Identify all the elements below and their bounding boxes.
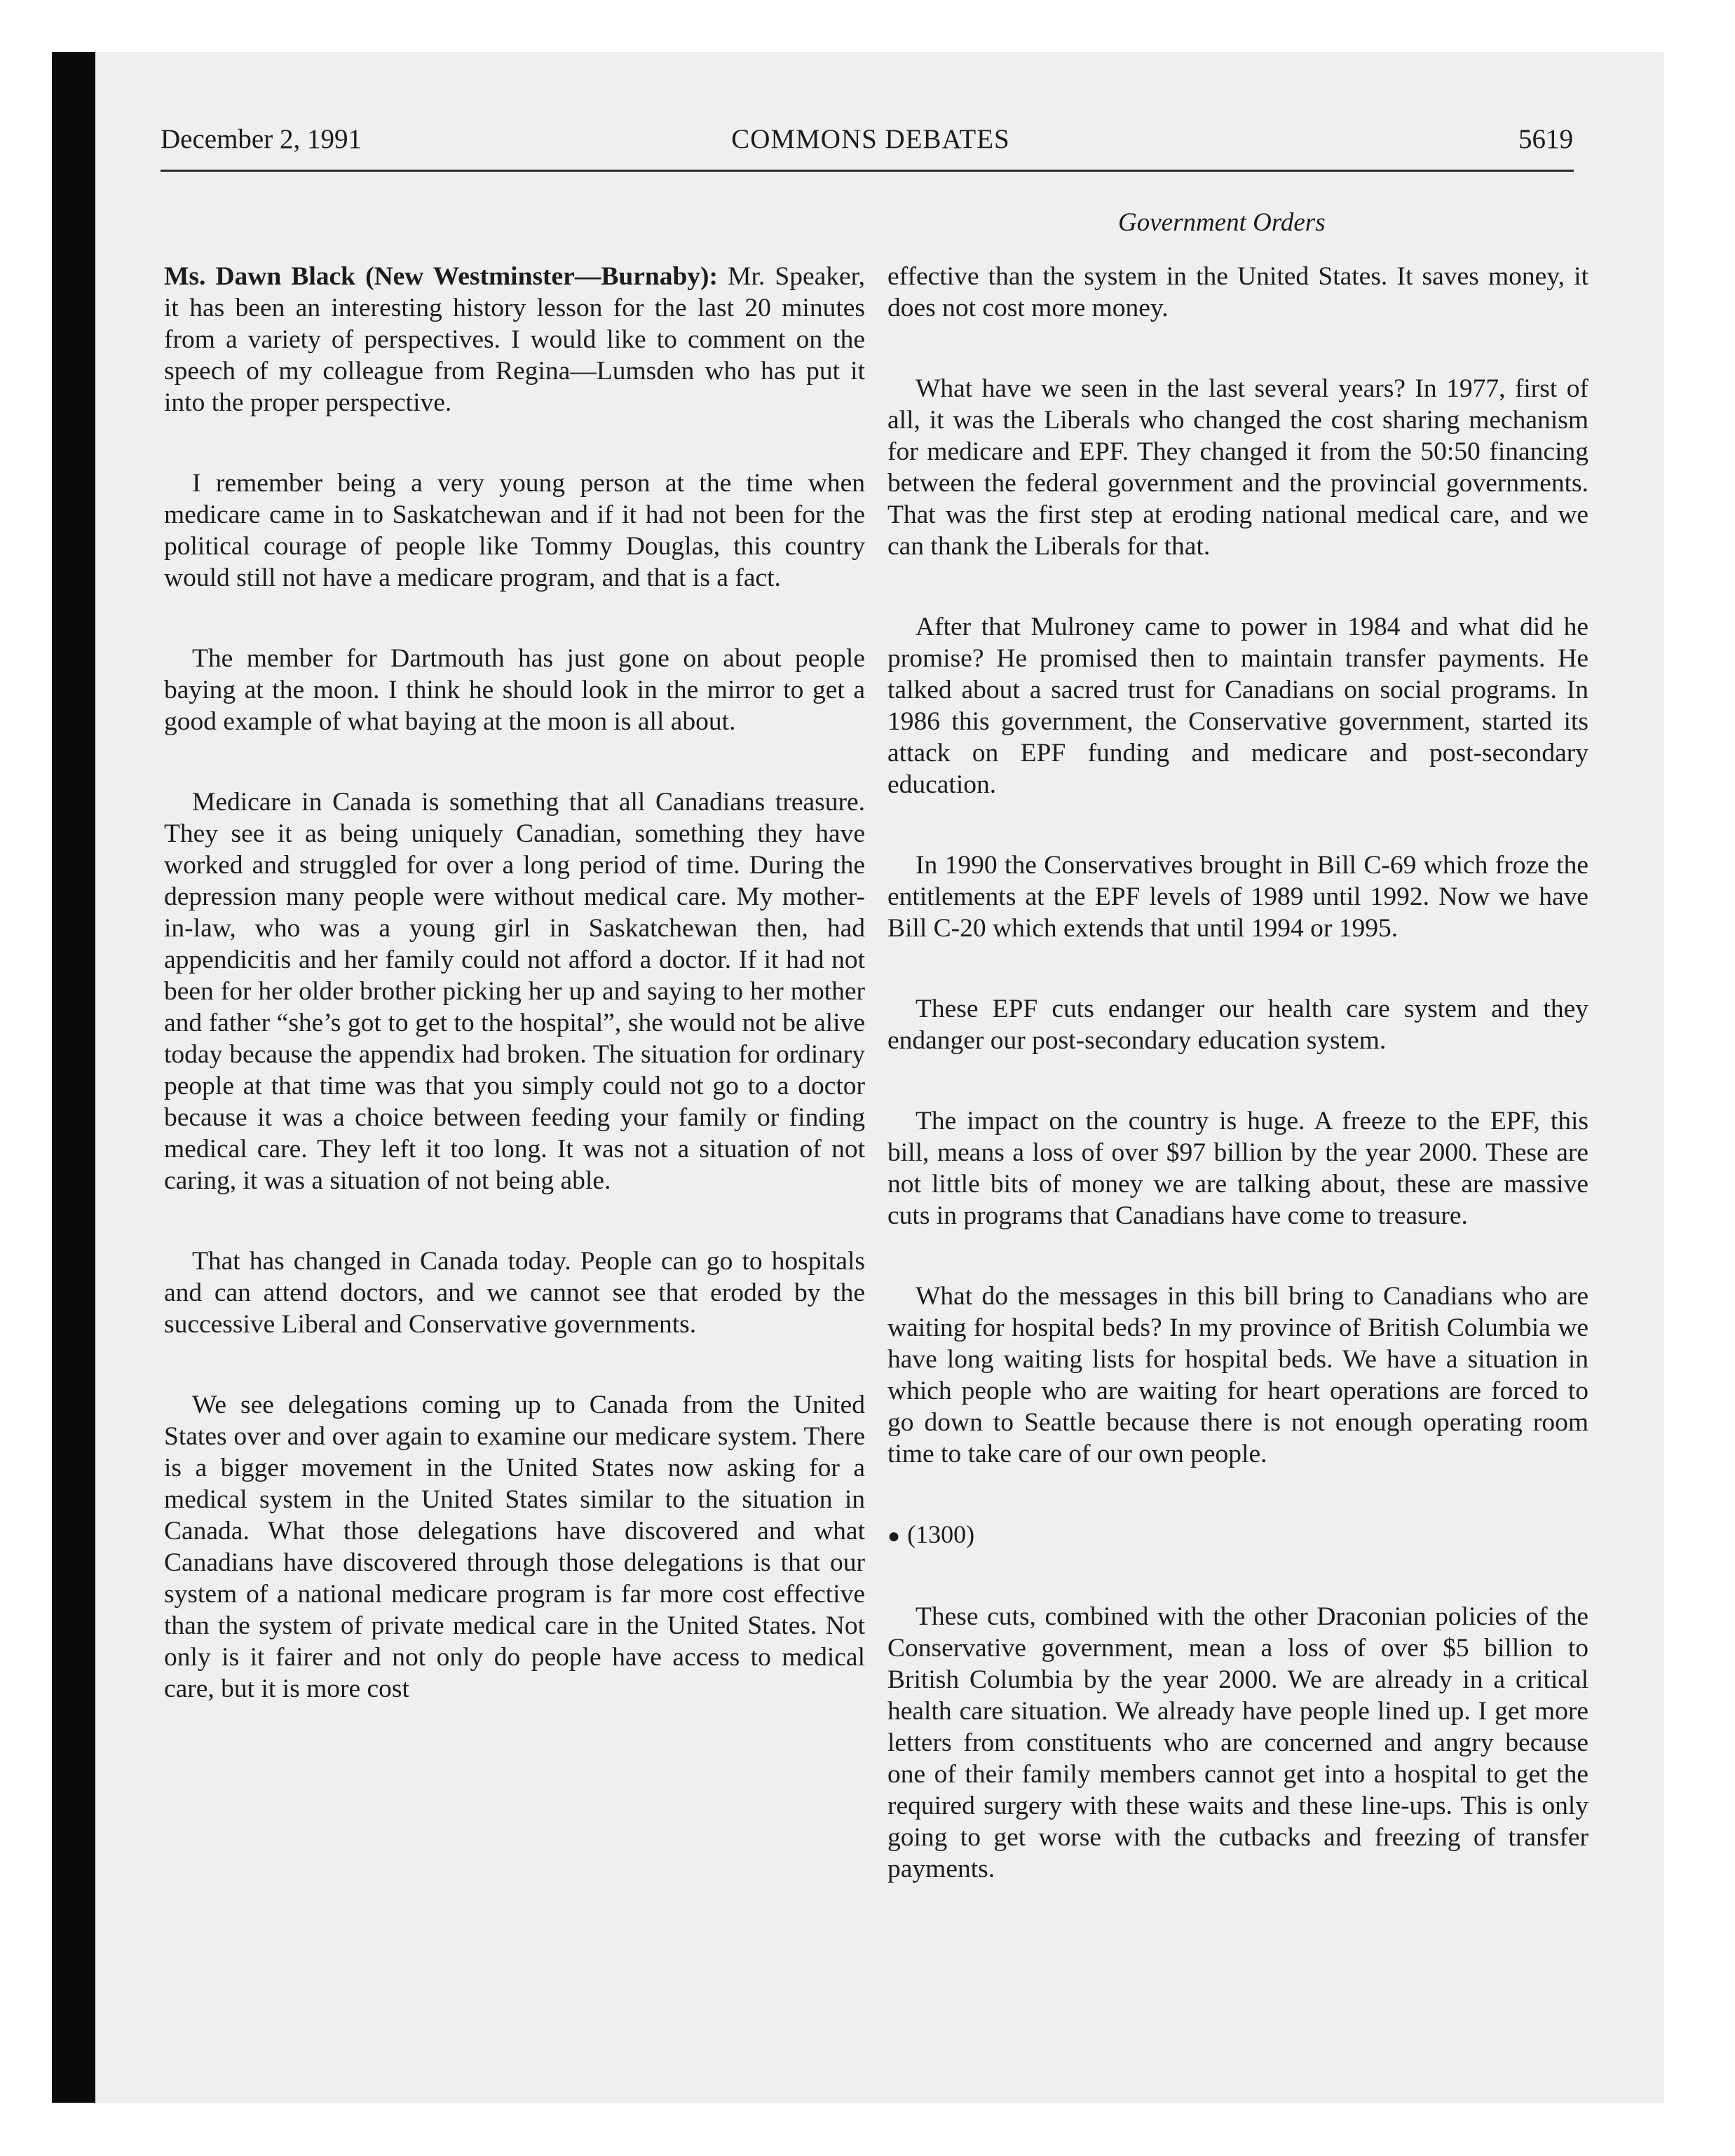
page-number: 5619 <box>1518 124 1573 154</box>
paragraph: The impact on the country is huge. A freeze to the EPF, this bill, means a loss of over $97 billion by the year 2000. These are not little bits of money we are talking about, these are massive cuts in programs that Canadians have come to treasure. <box>887 1107 1588 1230</box>
paragraph: What do the messages in this bill bring to Canadians who are waiting for hospital beds? In my province of British Columbia we have long waiting lists for hospital beds. We have a situation in which people who are waiting for heart operations are forced to go down to Seattle because there is not enough operating room time to take care of our own people. <box>887 1282 1588 1468</box>
left-column <box>164 261 865 1754</box>
speaker-name: Ms. Dawn Black (New Westminster—Burnaby): <box>164 262 719 291</box>
time-marker-text: (1300) <box>907 1520 975 1548</box>
paragraph: We see delegations coming up to Canada from the United States over and over again to examine our medicare system. There is a bigger movement in the United States now asking for a medical system in the United States similar to the situation in Canada. What those delegations have discovered and what Canadians have discovered through those delegations is that our system of a national medicare program is far more cost effective than the system of private medical care in the United States. Not only is it fairer and not only do people have access to medical care, but it is more cost <box>164 1391 865 1703</box>
paragraph: Medicare in Canada is something that all Canadians treasure. They see it as being uniquely Canadian, something they have worked and struggled for over a long period of time. During the depression many people were without medical care. My mother-in-law, who was a young girl in Saskatchewan then, had appendicitis and her family could not afford a doctor. If it had not been for her older brother picking her up and saying to her mother and father “she’s got to get to the hospital”, she would not be alive today because the appendix had broken. The situation for ordinary people at that time was that you simply could not go to a doctor because it was a choice between feeding your family or finding medical care. They left it too long. It was not a situation of not caring, it was a situation of not being able. <box>164 788 865 1195</box>
time-marker <box>887 1519 1588 1552</box>
paragraph: These cuts, combined with the other Draconian policies of the Conservative government, mean a loss of over $5 billion to British Columbia by the year 2000. We are already in a critical health care situation. We already have people lined up. I get more letters from constituents who are concerned and angry because one of their family members cannot get into a hospital to get the required surgery with these waits and these line-ups. This is only going to get worse with the cutbacks and freezing of transfer payments. <box>887 1602 1588 1883</box>
paragraph: What have we seen in the last several years? In 1977, first of all, it was the Liberals who changed the cost sharing mechanism for medicare and EPF. They changed it from the 50:50 financing between the federal government and the provincial governments. That was the first step at eroding national medical care, and we can thank the Liberals for that. <box>887 374 1588 561</box>
paragraph: effective than the system in the United States. It saves money, it does not cost more money. <box>887 262 1588 322</box>
paragraph <box>164 261 865 418</box>
paragraph: I remember being a very young person at the time when medicare came in to Saskatchewan and if it had not been for the political courage of people like Tommy Douglas, this country would still not have a medicare program, and that is a fact. <box>164 469 865 592</box>
paragraph: These EPF cuts endanger our health care system and they endanger our post-secondary education system. <box>887 995 1588 1055</box>
paragraph: That has changed in Canada today. People can go to hospitals and can attend doctors, and we cannot see that eroded by the successive Liberal and Conservative governments. <box>164 1247 865 1339</box>
paragraph: The member for Dartmouth has just gone on about people baying at the moon. I think he should look in the mirror to get a good example of what baying at the moon is all about. <box>164 644 865 736</box>
section-title: Government Orders <box>1118 208 1326 237</box>
paragraph: After that Mulroney came to power in 1984 and what did he promise? He promised then to maintain transfer payments. He talked about a sacred trust for Canadians on social programs. In 1986 this government, the Conservative government, started its attack on EPF funding and medicare and post-secondary education. <box>887 613 1588 799</box>
bullet-icon: ● <box>887 1524 901 1548</box>
header-date: December 2, 1991 <box>161 124 362 154</box>
header-title: COMMONS DEBATES <box>731 124 1010 154</box>
header-rule <box>161 170 1574 172</box>
right-column <box>887 261 1588 1934</box>
binding-edge <box>52 52 95 2103</box>
paragraph-text: Mr. Speaker, it has been an interesting history lesson for the last 20 minutes from a variety of perspectives. I would like to comment on the speech of my colleague from Regina—Lumsden who has put it into the proper perspective. <box>164 262 865 417</box>
paragraph: In 1990 the Conservatives brought in Bill C-69 which froze the entitlements at the EPF levels of 1989 until 1992. Now we have Bill C-20 which extends that until 1994 or 1995. <box>887 851 1588 943</box>
